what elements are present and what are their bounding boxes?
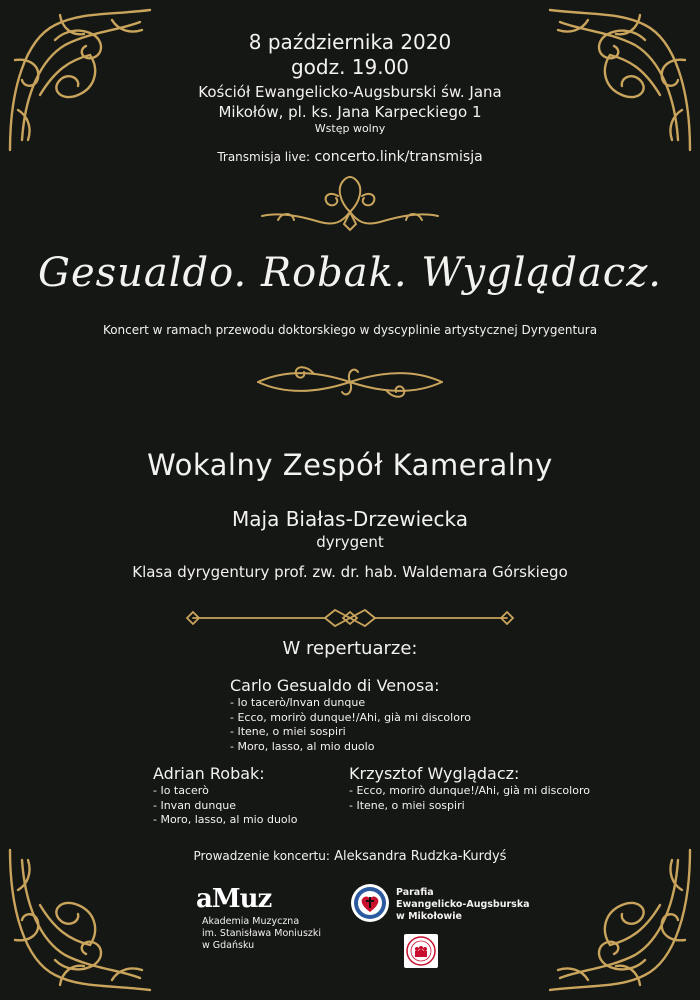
repertoire-robak — [153, 764, 297, 828]
amuz-line-2: im. Stanisława Moniuszki — [202, 928, 322, 939]
parafia-logo-block — [350, 883, 530, 923]
work-item: - Io tacerò — [153, 784, 209, 797]
repertoire-wygladacz — [349, 764, 590, 813]
parafia-line-1: Parafia — [396, 887, 434, 898]
corner-ornament-top-right — [540, 0, 700, 160]
corner-ornament-bottom-right — [540, 840, 700, 1000]
work-item: - Itene, o miei sospiri — [230, 725, 346, 738]
corner-ornament-bottom-left — [0, 840, 160, 1000]
ensemble-name: Wokalny Zespół Kameralny — [147, 448, 553, 482]
amuz-text — [202, 916, 321, 952]
concert-title: Gesualdo. Robak. Wyglądacz. — [37, 250, 662, 296]
conductor-name: Maja Białas-Drzewiecka — [232, 507, 468, 531]
repertoire-heading: W repertuarze: — [282, 638, 418, 659]
repertoire-gesualdo — [230, 676, 471, 754]
work-item: - Invan dunque — [153, 798, 237, 812]
luther-rose-icon — [350, 883, 390, 923]
work-item: - Ecco, morirò dunque!/Ahi, già mi discoloro — [230, 710, 471, 724]
amuz-line-1: Akademia Muzyczna — [202, 916, 300, 927]
event-time: godz. 19.00 — [290, 55, 410, 79]
work-item: - Moro, lasso, al mio duolo — [153, 813, 298, 826]
work-item: - Ecco, morirò dunque!/Ahi, già mi discoloro — [349, 784, 590, 797]
live-stream-link[interactable]: concerto.link/transmisja — [314, 149, 483, 165]
host-label: Prowadzenie koncertu: — [193, 849, 330, 863]
venue-line-1: Kościół Ewangelicko-Augsburski św. Jana — [198, 83, 502, 101]
live-stream-label: Transmisja live: — [217, 150, 310, 164]
divider-ornament-line — [185, 604, 515, 632]
parafia-text — [396, 887, 530, 923]
work-item: - Moro, lasso, al mio duolo — [230, 739, 375, 753]
venue-line-2: Mikołów, pl. ks. Jana Karpeckiego 1 — [218, 103, 482, 121]
composer-name: Carlo Gesualdo di Venosa: — [230, 676, 440, 695]
concert-host — [0, 849, 700, 864]
corner-ornament-top-left — [0, 0, 160, 160]
composer-name: Adrian Robak: — [153, 764, 265, 783]
parafia-line-2: Ewangelicko-Augsburska — [396, 899, 530, 910]
divider-ornament-middle — [254, 360, 446, 404]
conducting-class: Klasa dyrygentury prof. zw. dr. hab. Waldemara Górskiego — [132, 563, 568, 581]
amuz-logo-block — [196, 884, 321, 952]
composer-name: Krzysztof Wyglądacz: — [349, 764, 520, 783]
divider-ornament-top — [260, 172, 440, 234]
event-date: 8 października 2020 — [248, 30, 452, 54]
work-item: - Itene, o miei sospiri — [349, 798, 465, 812]
conductor-role: dyrygent — [316, 533, 384, 551]
entry-info: Wstęp wolny — [314, 122, 386, 135]
host-name: Aleksandra Rudzka-Kurdyś — [334, 849, 507, 864]
event-venue — [0, 82, 700, 122]
live-stream — [0, 149, 700, 165]
concert-subtitle: Koncert w ramach przewodu doktorskiego w dyscyplinie artystycznej Dyrygentura — [102, 323, 598, 337]
amuz-logo: aMuz — [196, 884, 272, 914]
amuz-line-3: w Gdańsku — [202, 940, 255, 951]
parafia-line-3: w Mikołowie — [396, 911, 462, 922]
choir-stamp-logo — [404, 934, 438, 968]
work-item: - Io tacerò/Invan dunque — [230, 696, 366, 709]
